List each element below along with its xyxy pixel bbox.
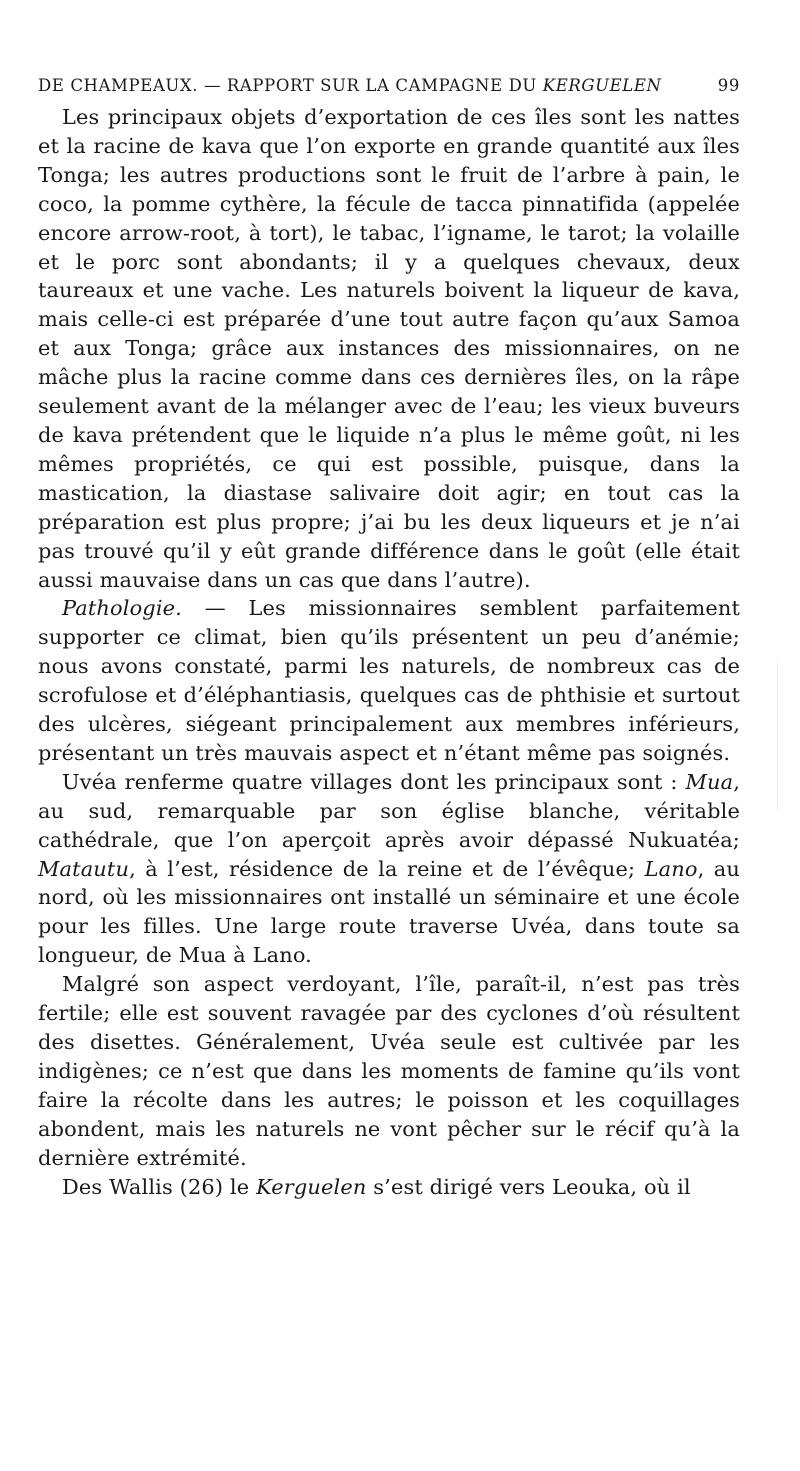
villages-text-d: , au nord, où les missionnaires ont installé un séminaire et une école pour les filles. Une large route traverse Uvéa, dans toute sa longueur, de Mua à Lano. — [38, 856, 740, 968]
departure-text-b: s’est dirigé vers Leouka, où il — [366, 1174, 691, 1199]
paragraph-fertility: Malgré son aspect verdoyant, l’île, paraît-il, n’est pas très fertile; elle est souvent ravagée par des cyclones d’où résultent des disettes. Généralement, Uvéa seule est cultivée par les indigènes; ce n’est que dans les moments de famine qu’ils vont faire la récolte dans les autres; le poisson et les coquillages abondent, mais les naturels ne vont pêcher sur le récif qu’à la dernière extrémité. — [38, 972, 740, 1170]
villages-text-a: Uvéa renferme quatre villages dont les principaux sont : — [62, 769, 686, 794]
header-title — [38, 76, 662, 95]
page-margin — [777, 660, 800, 810]
villages-text-b: , au sud, remarquable par son église blanche, véritable cathédrale, que l’on aperçoit après avoir dépassé Nukuatéa; — [38, 769, 740, 852]
village-lano: Lano — [644, 856, 698, 881]
village-matautu: Matautu — [38, 856, 130, 881]
villages-text-c: , à l’est, résidence de la reine et de l’évêque; — [129, 856, 645, 881]
header-left-text: DE CHAMPEAUX. — RAPPORT SUR LA CAMPAGNE DU — [38, 76, 543, 95]
village-mua: Mua — [685, 769, 734, 794]
header-ship-name: KERGUELEN — [542, 76, 662, 95]
paragraph-departure — [38, 1173, 740, 1202]
section-heading-pathologie: Pathologie. — [62, 596, 182, 621]
paragraph-villages — [38, 768, 740, 970]
body-text — [38, 103, 740, 1201]
departure-text-a: Des Wallis (26) le — [62, 1174, 257, 1199]
ship-name-kerguelen: Kerguelen — [256, 1174, 367, 1199]
paragraph-pathology — [38, 594, 740, 767]
paragraph-exports: Les principaux objets d’exportation de ces îles sont les nattes et la racine de kava que l’on exporte en grande quantité aux îles Tonga; les autres productions sont le fruit de l’arbre à pain, le coco, la pomme cythère, la fécule de tacca pinnatifida (appelée encore arrow-root, à tort), le tabac, l’igname, le tarot; la volaille et le porc sont abondants; il y a quelques chevaux, deux taureaux et une vache. Les naturels boivent la liqueur de kava, mais celle-ci est préparée d’une tout autre façon qu’aux Samoa et aux Tonga; grâce aux instances des missionnaires, on ne mâche plus la racine comme dans ces dernières îles, on la râpe seulement avant de la mélanger avec de l’eau; les vieux buveurs de kava prétendent que le liquide n’a plus le même goût, ni les mêmes propriétés, ce qui est possible, puisque, dans la mastication, la diastase salivaire doit agir; en tout cas la préparation est plus propre; j’ai bu les deux liqueurs et je n’ai pas trouvé qu’il y eût grande différence dans le goût (elle était aussi mauvaise dans un cas que dans l’autre). — [38, 105, 740, 592]
page-number: 99 — [717, 76, 740, 95]
running-header — [38, 76, 740, 95]
pathology-text: — Les missionnaires semblent parfaitement supporter ce climat, bien qu’ils présentent un peu d’anémie; nous avons constaté, parmi les naturels, de nombreux cas de scrofulose et d’éléphantiasis, quelques cas de phthisie et surtout des ulcères, siégeant principalement aux membres inférieurs, présentant un très mauvais aspect et n’étant même pas soignés. — [38, 596, 740, 765]
